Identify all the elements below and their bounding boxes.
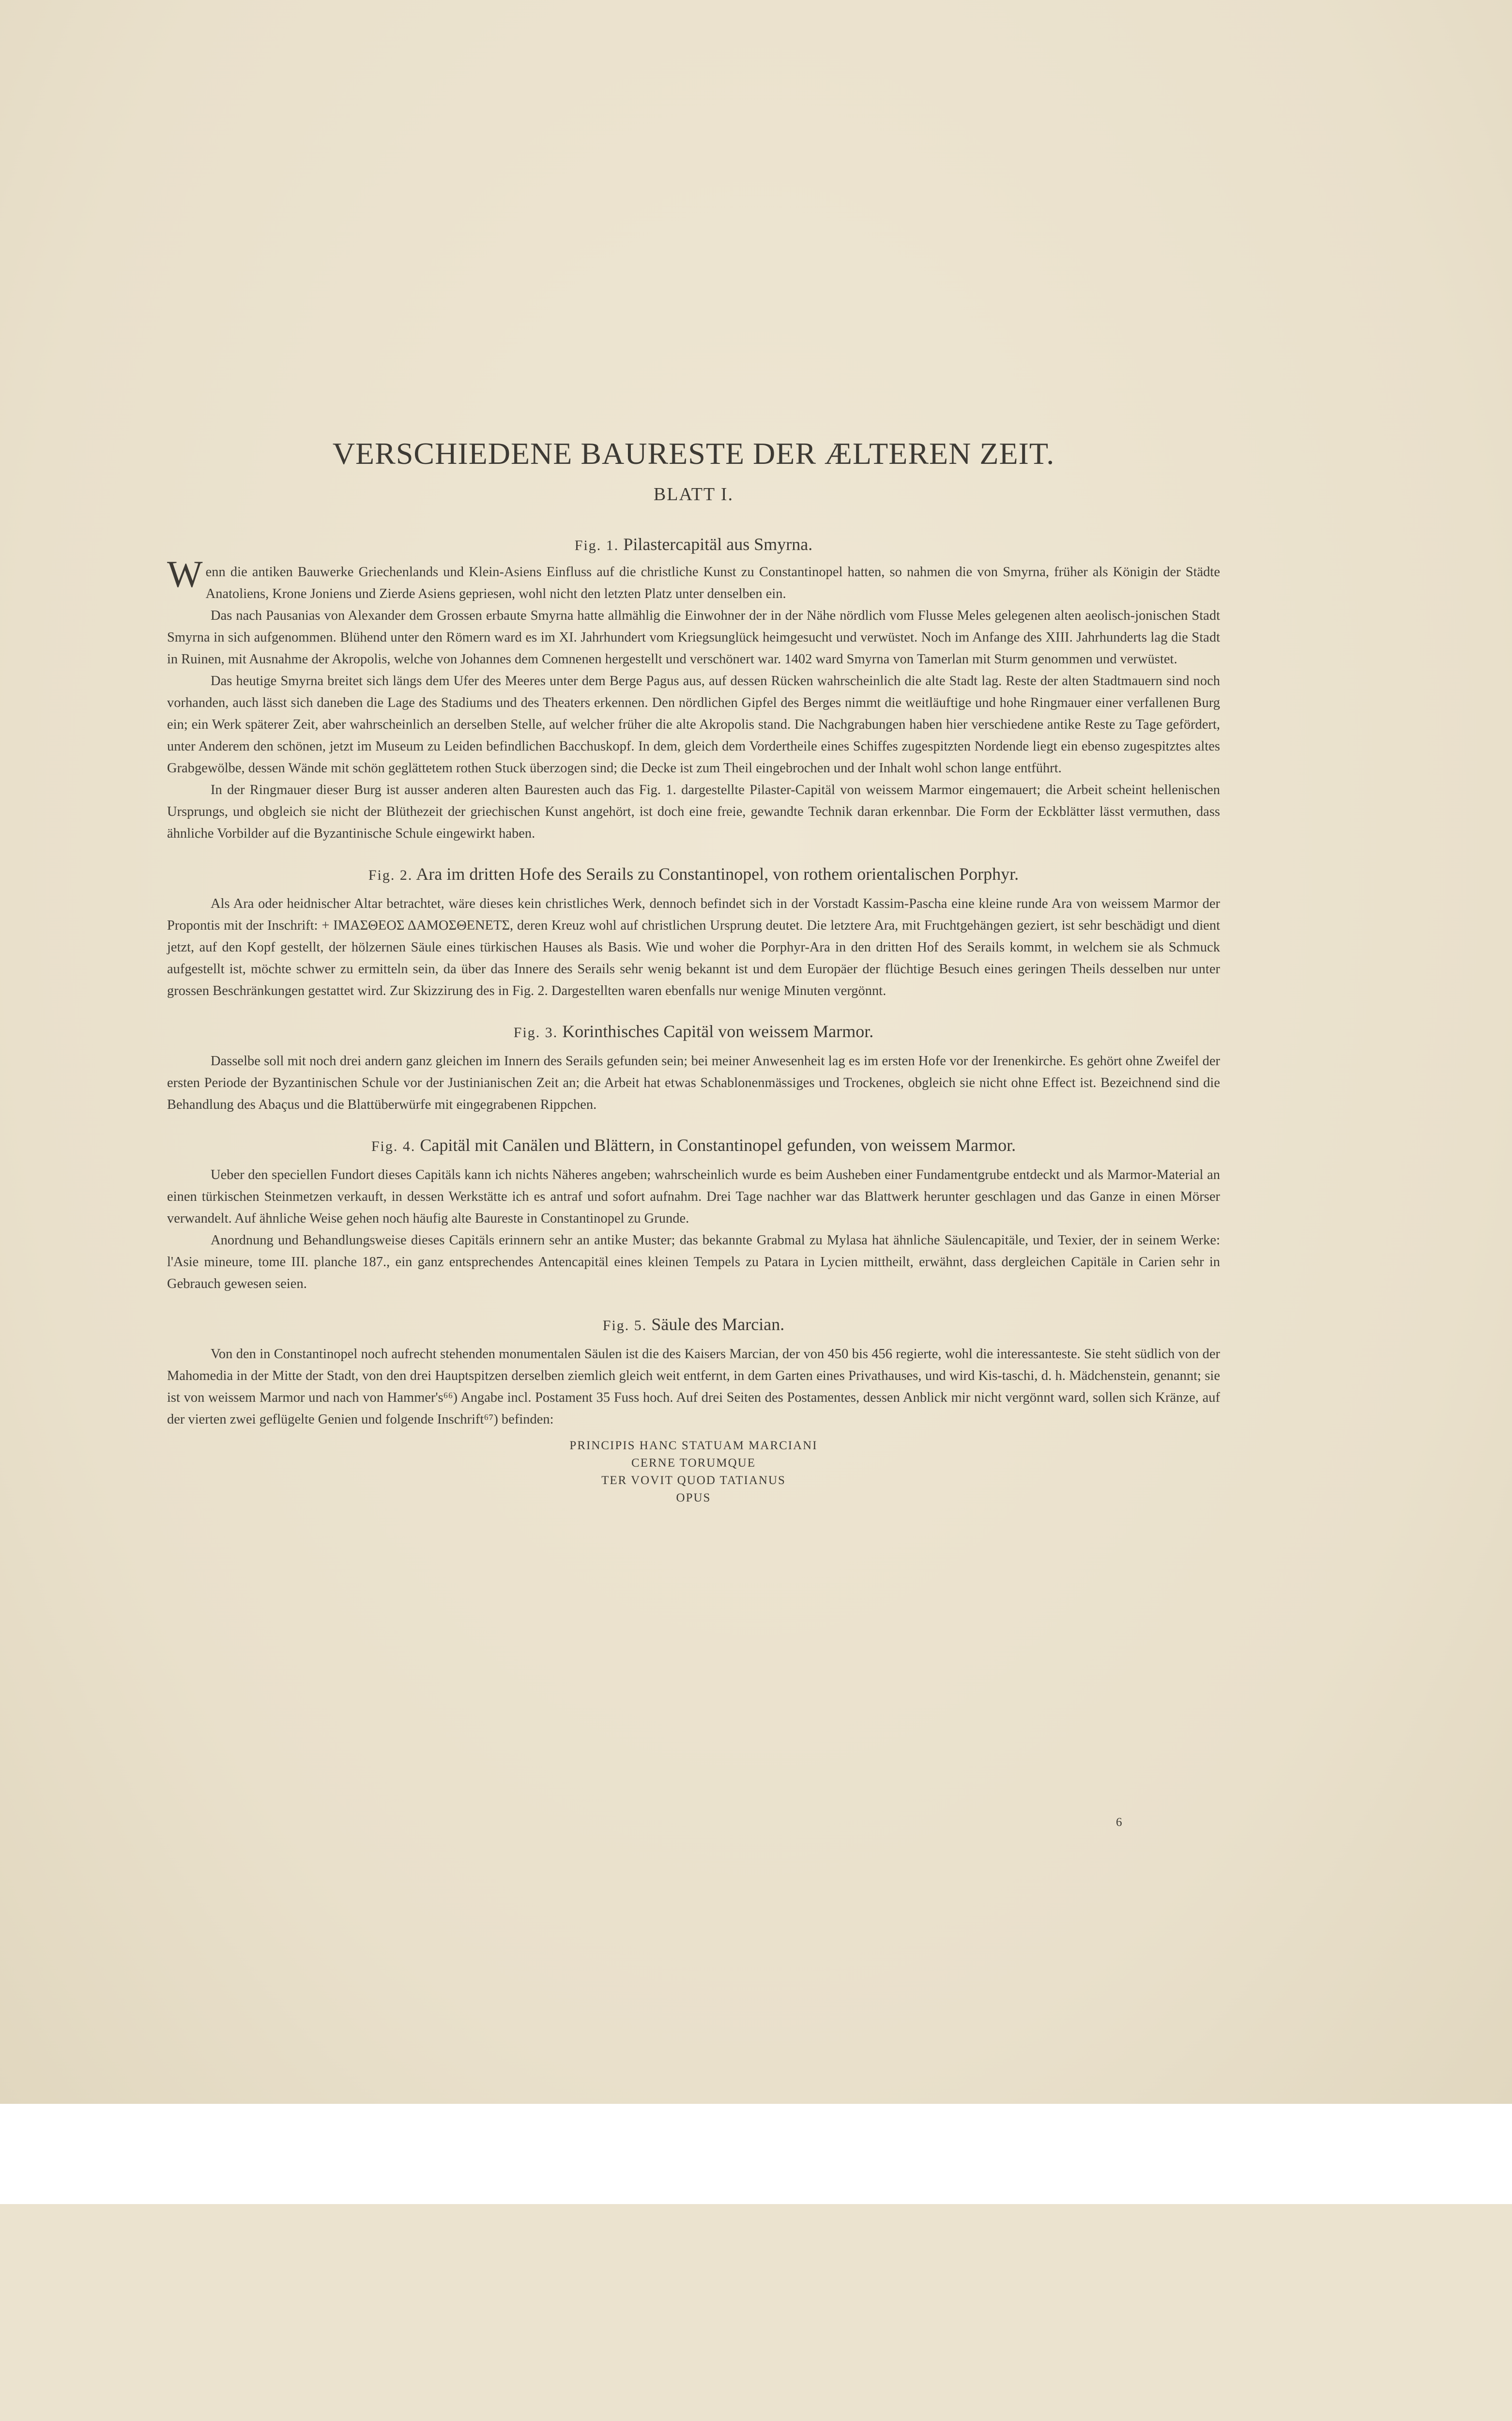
fig-heading [167, 1135, 1220, 1155]
section-fig-5 [167, 1314, 1220, 1430]
section-fig-3 [167, 1021, 1220, 1116]
paragraph: Ueber den speciellen Fundort dieses Capitäls kann ich nichts Näheres angeben; wahrscheinlich wurde es beim Ausheben einer Fundamentgrube entdeckt und als Marmor-Material an einen türkischen Steinmetzen verkauft, in dessen Werkstätte ich es antraf und sofort aufnahm. Drei Tage nachher war das Blattwerk herunter geschlagen und das Ganze in einen Mörser verwandelt. Auf ähnliche Weise gehen noch häufig alte Baureste in Constantinopel zu Grunde. [167, 1167, 1220, 1226]
paragraph: Dasselbe soll mit noch drei andern ganz gleichen im Innern des Serails gefunden sein; bei meiner Anwesenheit lag es im ersten Hofe vor der Irenenkirche. Es gehört ohne Zweifel der ersten Periode der Byzantinischen Schule vor der Justinianischen Zeit an; die Arbeit hat etwas Schablonenmässiges und Trockenes, obgleich sie nicht ohne Effect ist. Bezeichnend sind die Behandlung des Abaçus und die Blattüberwürfe mit eingegrabenen Rippchen. [167, 1054, 1220, 1112]
fig-number: Fig. 4. [371, 1138, 416, 1154]
inscription [167, 1437, 1220, 1507]
section-fig-1 [167, 534, 1220, 844]
drop-cap: W [167, 553, 203, 595]
fig-number: Fig. 2. [368, 867, 413, 883]
plate-label: BLATT I. [653, 484, 734, 505]
inscription-line: CERNE TORUMQUE [631, 1456, 756, 1470]
fig-number: Fig. 5. [602, 1318, 647, 1333]
paragraph: Als Ara oder heidnischer Altar betrachtet, wäre dieses kein christliches Werk, dennoch befindet sich in der Vorstadt Kassim-Pascha eine kleine runde Ara von weissem Marmor der Propontis mit der Inschrift: + ΙΜΑΣΘΕΟΣ ΔΑΜΟΣΘΕΝΕΤΣ, deren Kreuz wohl auf christlichen Ursprung deutet. Die letztere Ara, mit Fruchtgehängen geziert, ist sehr beschädigt und dient jetzt, auf den Kopf gestellt, der hölzernen Säule eines türkischen Hauses als Basis. Wie und woher die Porphyr-Ara in den dritten Hof des Serails kommt, in welchem sie als Schmuck aufgestellt ist, möchte schwer zu ermitteln sein, da über das Innere des Serails sehr wenig bekannt ist und dem Europäer der flüchtige Besuch eines geringen Theils desselben nur unter grossen Beschränkungen gestattet wird. Zur Skizzirung des in Fig. 2. Dargestellten waren ebenfalls nur wenige Minuten vergönnt. [167, 896, 1220, 998]
section-fig-2 [167, 864, 1220, 1002]
section-fig-4 [167, 1135, 1220, 1295]
inscription-line: TER VOVIT QUOD TATIANUS [601, 1474, 786, 1487]
fig-title: Säule des Marcian. [651, 1315, 785, 1334]
fig-heading [167, 534, 1220, 554]
fig-number: Fig. 1. [574, 537, 619, 553]
paragraph: In der Ringmauer dieser Burg ist ausser anderen alten Bauresten auch das Fig. 1. dargestellte Pilaster-Capitäl von weissem Marmor eingemauert; die Arbeit scheint hellenischen Ursprungs, und obgleich sie nicht der Blüthezeit der griechischen Kunst angehört, ist doch eine freie, gewandte Technik daran erkennbar. Die Form der Eckblätter lässt vermuthen, dass ähnliche Vorbilder auf die Byzantinische Schule eingewirkt haben. [167, 782, 1220, 841]
fig-heading [167, 1021, 1220, 1042]
fig-heading [167, 1314, 1220, 1334]
paragraph: Das nach Pausanias von Alexander dem Grossen erbaute Smyrna hatte allmählig die Einwohner der in der Nähe nördlich vom Flusse Meles gelegenen alten aeolisch-jonischen Stadt Smyrna in sich aufgenommen. Blühend unter den Römern ward es im XI. Jahrhundert vom Kriegsunglück heimgesucht und verwüstet. Noch im Anfange des XIII. Jahrhunderts lag die Stadt in Ruinen, mit Ausnahme der Akropolis, welche von Johannes dem Comnenen hergestellt und verschönert war. 1402 ward Smyrna von Tamerlan mit Sturm genommen und verwüstet. [167, 608, 1220, 667]
paragraph: Von den in Constantinopel noch aufrecht stehenden monumentalen Säulen ist die des Kaisers Marcian, der von 450 bis 456 regierte, wohl die interessanteste. Sie steht südlich von der Mahomedia in der Mitte der Stadt, von den drei Hauptspitzen derselben ziemlich gleich weit entfernt, in dem Garten eines Privathauses, und wird Kis-taschi, d. h. Mädchenstein, genannt; sie ist von weissem Marmor und nach von Hammer's⁶⁶) Angabe incl. Postament 35 Fuss hoch. Auf drei Seiten des Postamentes, dessen Anblick mir nicht vergönnt ward, sollen sich Kränze, auf der vierten zwei geflügelte Genien und folgende Inschrift⁶⁷) befinden: [167, 1347, 1220, 1427]
page-title: VERSCHIEDENE BAURESTE DER ÆLTEREN ZEIT. [332, 436, 1055, 471]
page-mark: 6 [1116, 1816, 1122, 1829]
fig-title: Korinthisches Capitäl von weissem Marmor. [562, 1022, 874, 1041]
paragraph: Wenn die antiken Bauwerke Griechenlands und Klein-Asiens Einfluss auf die christliche Kunst zu Constantinopel hatten, so nahmen die von Smyrna, früher als Königin der Städte Anatoliens, Krone Joniens und Zierde Asiens gepriesen, wohl nicht den letzten Platz unter denselben ein. [167, 553, 1220, 601]
footer-bar [0, 2104, 1512, 2204]
inscription-line: PRINCIPIS HANC STATUAM MARCIANI [569, 1439, 818, 1452]
fig-number: Fig. 3. [513, 1025, 558, 1041]
page-content [167, 438, 1220, 1507]
fig-title: Ara im dritten Hofe des Serails zu Constantinopel, von rothem orientalischen Porphyr. [416, 864, 1019, 884]
paragraph: Das heutige Smyrna breitet sich längs dem Ufer des Meeres unter dem Berge Pagus aus, auf dessen Rücken wahrscheinlich die alte Stadt lag. Reste der alten Stadtmauern sind noch vorhanden, auch lässt sich daneben die Lage des Stadiums und des Theaters erkennen. Den nördlichen Gipfel des Berges nimmt die weitläuftige und hohe Ringmauer einer verfallenen Burg ein; ein Werk späterer Zeit, aber wahrscheinlich an derselben Stelle, auf welcher früher die alte Akropolis stand. Die Nachgrabungen haben hier verschiedene antike Reste zu Tage gefördert, unter Anderem den schönen, jetzt im Museum zu Leiden befindlichen Bacchuskopf. In dem, gleich dem Vordertheile eines Schiffes zugespitzten Nordende liegt ein ebenso zugespitztes altes Grabgewölbe, dessen Wände mit schön geglättetem rothen Stuck überzogen sind; die Decke ist zum Theil eingebrochen und der Inhalt wohl schon lange entführt. [167, 674, 1220, 776]
fig-title: Capitäl mit Canälen und Blättern, in Constantinopel gefunden, von weissem Marmor. [420, 1135, 1016, 1155]
inscription-line: OPUS [676, 1491, 711, 1504]
fig-heading [167, 864, 1220, 884]
paragraph: Anordnung und Behandlungsweise dieses Capitäls erinnern sehr an antike Muster; das bekannte Grabmal zu Mylasa hat ähnliche Säulencapitäle, und Texier, der in seinem Werke: l'Asie mineure, tome III. planche 187., ein ganz entsprechendes Antencapitäl eines kleinen Tempels zu Patara in Lycien mittheilt, erwähnt, dass dergleichen Capitäle in Carien sehr in Gebrauch gewesen seien. [167, 1233, 1220, 1291]
fig-title: Pilastercapitäl aus Smyrna. [623, 535, 813, 554]
